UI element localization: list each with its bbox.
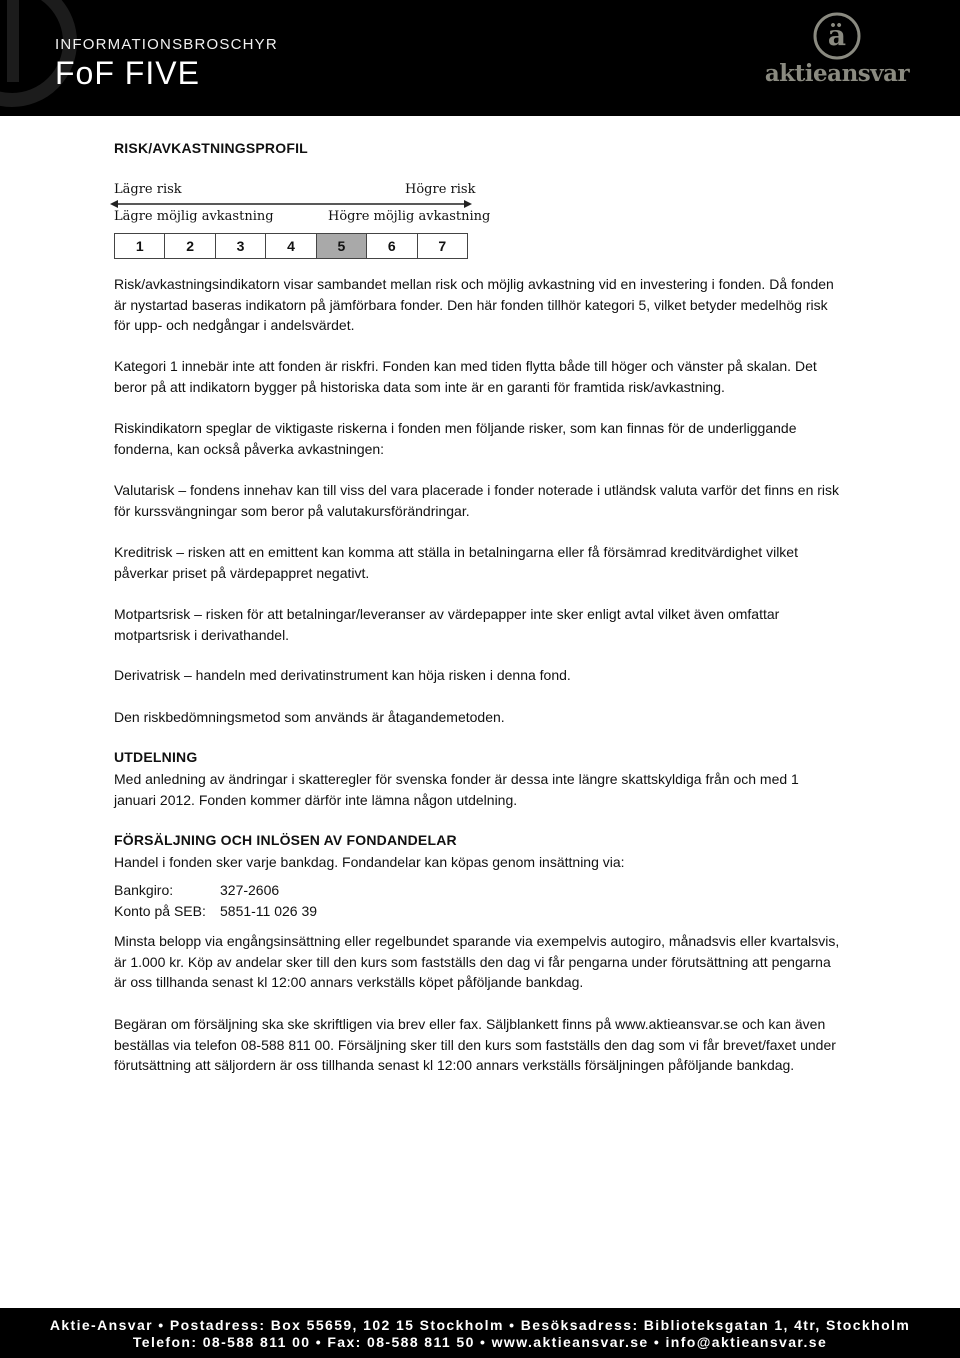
document-title: FoF FIVE — [55, 55, 200, 91]
risk-paragraph-1 — [114, 274, 844, 336]
risk-paragraph-3 — [114, 418, 844, 459]
risk-scale — [114, 233, 468, 259]
counterparty-risk-paragraph — [114, 604, 844, 645]
sales-intro-text: Handel i fonden sker varje bankdag. Fondandelar kan köpas genom insättning via: — [114, 854, 625, 870]
bankgiro-row — [114, 882, 279, 898]
risk-text: Risk/avkastningsindikatorn visar sambandet mellan risk och möjlig avkastning vid en investering i fonden. Då fonden är nystartad baseras indikatorn på jämförbara fonder. Den här fonden tillhör kategori 5, vilket betyder medelhög risk för upp- och nedgångar i andelsvärdet. — [114, 276, 834, 333]
seb-account-row — [114, 903, 317, 919]
logo-mark-glyph: ä — [827, 19, 847, 52]
minimum-amount-paragraph — [114, 931, 844, 993]
seb-account-value: 5851-11 026 39 — [220, 903, 318, 919]
risk-text: Riskindikatorn speglar de viktigaste riskerna i fonden men följande risker, som kan finnas för de underliggande fonderna, kan också påverka avkastningen: — [114, 420, 797, 457]
footer-contact: Telefon: 08-588 811 00 • Fax: 08-588 811 50 • www.aktieansvar.se • info@aktieansvar.se — [132, 1334, 828, 1350]
aktieansvar-logo — [762, 10, 912, 90]
risk-scale-cell: 3 — [216, 234, 266, 258]
lower-return-label: Lägre möjlig avkastning — [114, 209, 274, 224]
risk-paragraph-2 — [114, 356, 844, 397]
header-subtitle: INFORMATIONSBROSCHYR — [55, 36, 278, 53]
risk-double-arrow-icon — [110, 199, 472, 209]
higher-risk-label: Högre risk — [405, 182, 476, 197]
lower-risk-label: Lägre risk — [114, 182, 182, 197]
risk-scale-cell: 7 — [438, 238, 447, 254]
page-header — [0, 0, 960, 116]
derivative-risk-paragraph — [114, 665, 844, 686]
credit-risk-paragraph — [114, 542, 844, 583]
bankgiro-value: 327-2606 — [220, 882, 280, 898]
risk-scale-cell: 2 — [165, 234, 215, 258]
risk-text: Motpartsrisk – risken för att betalningar/leveranser av värdepapper inte sker enligt avtal vilket även omfattar motpartsrisk i derivathandel. — [114, 606, 780, 643]
risk-scale-cell: 1 — [115, 234, 165, 258]
seb-account-label: Konto på SEB: — [114, 903, 206, 919]
bankgiro-label: Bankgiro: — [114, 882, 174, 898]
footer-address: Aktie-Ansvar • Postadress: Box 55659, 102 15 Stockholm • Besöksadress: Biblioteksgatan 1, 4tr, Stockholm — [49, 1317, 911, 1333]
page-footer — [0, 1308, 960, 1358]
risk-scale-cell: 4 — [266, 234, 316, 258]
redemption-paragraph — [114, 1014, 844, 1076]
risk-scale-cell: 6 — [367, 234, 417, 258]
sales-heading: FÖRSÄLJNING OCH INLÖSEN AV FONDANDELAR — [114, 832, 457, 848]
risk-text: Den riskbedömningsmetod som används är åtagandemetoden. — [114, 709, 505, 725]
risk-text: Kreditrisk – risken att en emittent kan komma att ställa in betalningarna eller få försämrad kreditvärdighet vilket påverkar priset på värdepappret negativt. — [114, 544, 798, 581]
logo-text: aktieansvar — [764, 60, 910, 87]
distribution-heading: UTDELNING — [114, 749, 198, 765]
risk-text: Kategori 1 innebär inte att fonden är riskfri. Fonden kan med tiden flytta både till höger och vänster på skalan. Det beror på att indikatorn bygger på historiska data som inte är en garanti för framtida risk/avkastning. — [114, 358, 817, 395]
risk-text: Derivatrisk – handeln med derivatinstrument kan höja risken i denna fond. — [114, 667, 571, 683]
risk-method-paragraph — [114, 707, 844, 728]
distribution-text: Med anledning av ändringar i skatteregler för svenska fonder är dessa inte längre skattskyldiga från och med 1 januari 2012. Fonden kommer därför inte lämna någon utdelning. — [114, 771, 799, 808]
logo-mark-icon — [762, 10, 912, 62]
risk-scale-cell: 5 — [317, 234, 367, 258]
distribution-paragraph — [114, 769, 844, 810]
sales-intro — [114, 852, 844, 873]
risk-text: Valutarisk – fondens innehav kan till viss del vara placerade i fonder noterade i utländsk valuta varför det finns en risk för kurssvängningar som beror på valutakursförändringar. — [114, 482, 840, 519]
currency-risk-paragraph — [114, 480, 844, 521]
risk-profile-heading: RISK/AVKASTNINGSPROFIL — [114, 140, 308, 156]
higher-return-label: Högre möjlig avkastning — [328, 209, 491, 224]
sales-text: Minsta belopp via engångsinsättning eller regelbundet sparande via exempelvis autogiro, månadsvis eller kvartalsvis, är 1.000 kr. Köp av andelar sker till den kurs som fastställs den dag vi får pengarna under förutsättning att pengarna är oss tillhanda senast kl 12:00 annars verkställs köpet påföljande bankdag. — [114, 933, 840, 990]
sales-text: Begäran om försäljning ska ske skriftligen via brev eller fax. Säljblankett finns på www.aktieansvar.se och kan även beställas via telefon 08-588 811 00. Försäljning sker till den kurs som fastställs den dag som vi får brevet/faxet under förutsättning att säljordern är oss tillhanda senast kl 12:00 annars verkställs försäljningen påföljande bankdag. — [114, 1016, 836, 1073]
